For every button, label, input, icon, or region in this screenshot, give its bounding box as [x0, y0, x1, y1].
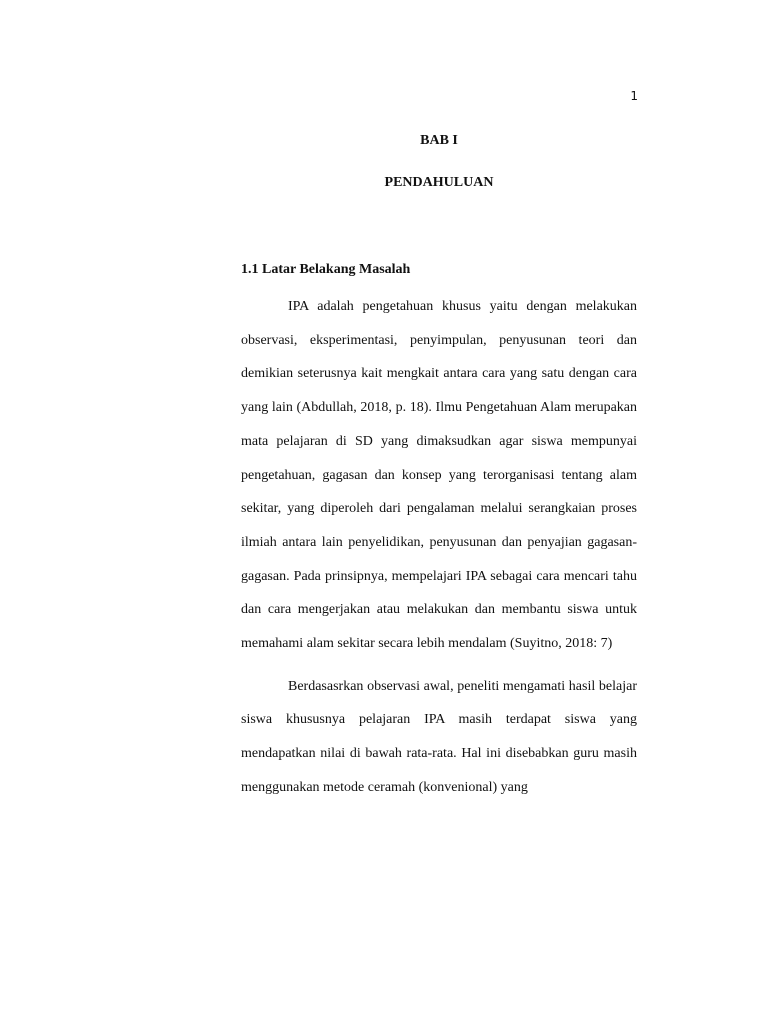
chapter-title: PENDAHULUAN	[384, 175, 494, 190]
chapter-number: BAB I	[420, 133, 458, 148]
paragraph-1: IPA adalah pengetahuan khusus yaitu dengan melakukan observasi, eksperimentasi, penyimpulan, penyusunan teori dan demikian seterusnya kait mengkait antara cara yang satu dengan cara yang lain (Abdullah, 2018, p. 18). Ilmu Pengetahuan Alam merupakan mata pelajaran di SD yang dimaksudkan agar siswa mempunyai pengetahuan, gagasan dan konsep yang terorganisasi tentang alam sekitar, yang diperoleh dari pengalaman melalui serangkaian proses ilmiah antara lain penyelidikan, penyusunan dan penyajian gagasan-gagasan. Pada prinsipnya, mempelajari IPA sebagai cara mencari tahu dan cara mengerjakan atau melakukan dan membantu siswa untuk memahami alam sekitar secara lebih mendalam (Suyitno, 2018: 7)	[241, 299, 637, 652]
body-text	[241, 290, 637, 805]
paragraph-2: Berdasasrkan observasi awal, peneliti mengamati hasil belajar siswa khususnya pelajaran IPA masih terdapat siswa yang mendapatkan nilai di bawah rata-rata. Hal ini disebabkan guru masih menggunakan metode ceramah (konvenional) yang	[241, 678, 637, 795]
page-number: 1	[630, 89, 638, 103]
section-heading: 1.1 Latar Belakang Masalah	[241, 262, 411, 277]
